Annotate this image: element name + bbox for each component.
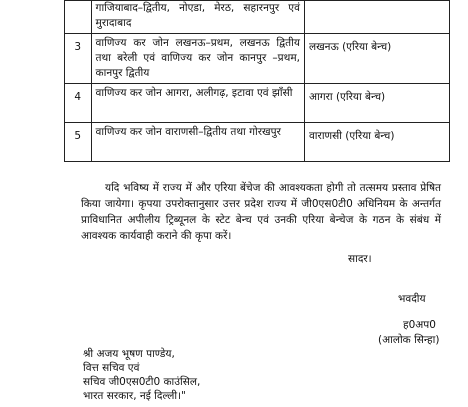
- area-bench: वाराणसी (एरिया बेन्च): [304, 123, 449, 162]
- zone-areas: वाणिज्य कर जोन वाराणसी–द्वितीय तथा गोरखपुर: [91, 123, 304, 162]
- area-bench: [304, 1, 449, 34]
- jurisdiction-table: [64, 0, 450, 162]
- area-bench: आगरा (एरिया बेन्च): [304, 84, 449, 123]
- signature-mark: ह0अप0: [403, 319, 436, 331]
- table-row: [65, 84, 450, 123]
- addressee-line: सचिव जी0एस0टी0 काउंसिल,: [83, 376, 201, 388]
- row-number: [65, 1, 92, 34]
- table-row: [65, 1, 450, 34]
- addressee-block: [83, 347, 200, 403]
- yours-faithfully: भवदीय: [398, 293, 426, 305]
- signer-name: (आलोक सिन्हा): [378, 334, 440, 346]
- zone-areas: वाणिज्य कर जोन लखनऊ–प्रथम, लखनऊ द्वितीय तथा बरेली एवं वाणिज्य कर जोन कानपुर –प्रथम, कानपुर द्वितीय: [91, 34, 304, 84]
- zone-areas: वाणिज्य कर जोन आगरा, अलीगढ़, इटावा एवं झाँसी: [91, 84, 304, 123]
- addressee-line: वित्त सचिव एवं: [83, 362, 140, 374]
- zone-areas: गाजियाबाद–द्वितीय, नोएडा, मेरठ, सहारनपुर एवं मुरादाबाद: [91, 1, 304, 34]
- row-number: 3: [65, 34, 92, 84]
- body-paragraph: यदि भविष्य में राज्य में और एरिया बेंचेज की आवश्यकता होगी तो तत्समय प्रस्ताव प्रेषित किया जायेगा। कृपया उपरोक्तानुसार उत्तर प्रदेश राज्य में जी0एस0टी0 अधिनियम के अन्तर्गत प्राविधानित अपीलीय ट्रिब्यूनल के स्टेट बेन्च एवं उनकी एरिया बेन्चेज के गठन के संबंध में आवश्यक कार्यवाही कराने की कृपा करें।: [81, 182, 441, 242]
- addressee-line: भारत सरकार, नई दिल्ली।": [83, 390, 186, 402]
- row-number: 4: [65, 84, 92, 123]
- area-bench: लखनऊ (एरिया बेन्च): [304, 34, 449, 84]
- row-number: 5: [65, 123, 92, 162]
- table-row: [65, 34, 450, 84]
- closing-regards: सादर।: [348, 253, 372, 265]
- addressee-line: श्री अजय भूषण पाण्डेय,: [83, 348, 175, 360]
- table-row: [65, 123, 450, 162]
